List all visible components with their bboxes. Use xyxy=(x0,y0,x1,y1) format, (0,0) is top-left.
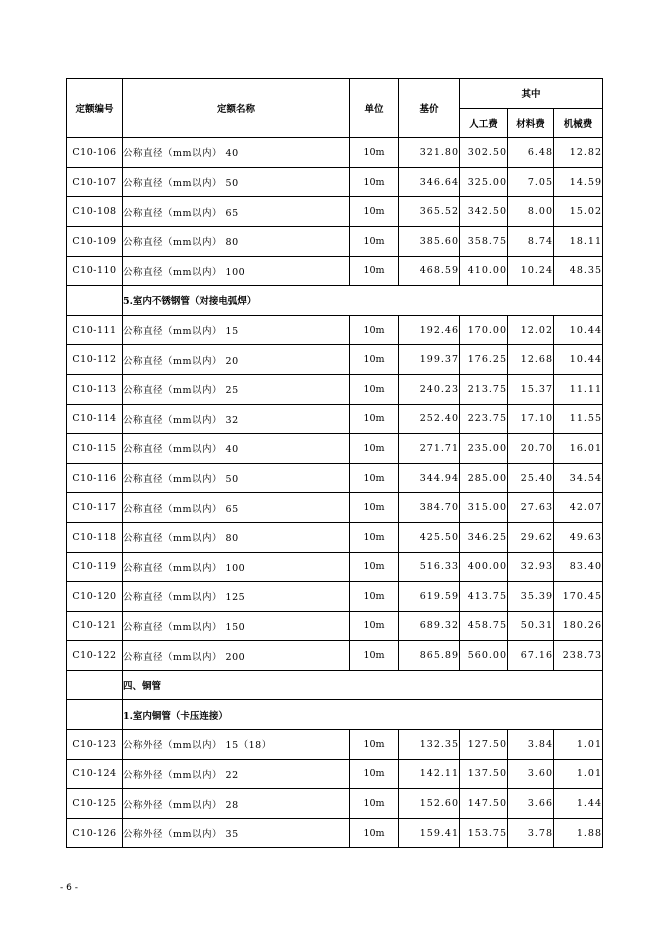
cell-machine: 238.73 xyxy=(554,641,603,671)
cell-material: 20.70 xyxy=(508,434,554,464)
cell-material: 3.66 xyxy=(508,789,554,819)
cell-labor: 285.00 xyxy=(460,463,508,493)
cell-code: C10-106 xyxy=(67,138,123,168)
cell-unit: 10m xyxy=(350,582,399,612)
cell-labor: 213.75 xyxy=(460,374,508,404)
cell-labor: 170.00 xyxy=(460,315,508,345)
section-code-cell xyxy=(67,670,123,700)
cell-labor: 342.50 xyxy=(460,197,508,227)
table-row xyxy=(67,434,603,464)
table-row xyxy=(67,226,603,256)
cell-name: 公称直径（mm以内） 25 xyxy=(123,374,350,404)
cell-name: 公称直径（mm以内） 32 xyxy=(123,404,350,434)
section-title: 5.室内不锈钢管（对接电弧焊） xyxy=(123,286,603,316)
cell-base: 321.80 xyxy=(399,138,460,168)
cell-code: C10-109 xyxy=(67,226,123,256)
cell-labor: 302.50 xyxy=(460,138,508,168)
cell-material: 10.24 xyxy=(508,256,554,286)
cell-machine: 11.11 xyxy=(554,374,603,404)
cell-labor: 458.75 xyxy=(460,611,508,641)
table-row xyxy=(67,138,603,168)
cell-base: 152.60 xyxy=(399,789,460,819)
table-row xyxy=(67,789,603,819)
table-row xyxy=(67,759,603,789)
cell-machine: 15.02 xyxy=(554,197,603,227)
cell-material: 50.31 xyxy=(508,611,554,641)
cell-labor: 176.25 xyxy=(460,345,508,375)
cell-unit: 10m xyxy=(350,167,399,197)
cell-machine: 12.82 xyxy=(554,138,603,168)
cell-base: 159.41 xyxy=(399,818,460,848)
cell-code: C10-121 xyxy=(67,611,123,641)
cell-material: 25.40 xyxy=(508,463,554,493)
cell-base: 516.33 xyxy=(399,552,460,582)
cell-base: 271.71 xyxy=(399,434,460,464)
cell-machine: 18.11 xyxy=(554,226,603,256)
cell-unit: 10m xyxy=(350,552,399,582)
cell-machine: 1.88 xyxy=(554,818,603,848)
cell-unit: 10m xyxy=(350,256,399,286)
table-row xyxy=(67,818,603,848)
cell-material: 27.63 xyxy=(508,493,554,523)
cell-name: 公称直径（mm以内） 200 xyxy=(123,641,350,671)
cell-code: C10-114 xyxy=(67,404,123,434)
cell-unit: 10m xyxy=(350,493,399,523)
cell-material: 32.93 xyxy=(508,552,554,582)
cell-code: C10-124 xyxy=(67,759,123,789)
cell-labor: 560.00 xyxy=(460,641,508,671)
table-row xyxy=(67,611,603,641)
table-row xyxy=(67,522,603,552)
cell-unit: 10m xyxy=(350,463,399,493)
cell-base: 142.11 xyxy=(399,759,460,789)
cell-material: 15.37 xyxy=(508,374,554,404)
cell-name: 公称外径（mm以内） 22 xyxy=(123,759,350,789)
cell-base: 384.70 xyxy=(399,493,460,523)
cell-unit: 10m xyxy=(350,434,399,464)
cell-machine: 42.07 xyxy=(554,493,603,523)
header-machine: 机械费 xyxy=(554,108,603,138)
cell-material: 8.00 xyxy=(508,197,554,227)
cell-unit: 10m xyxy=(350,641,399,671)
section-row xyxy=(67,670,603,700)
cell-code: C10-122 xyxy=(67,641,123,671)
header-labor: 人工费 xyxy=(460,108,508,138)
cell-machine: 10.44 xyxy=(554,345,603,375)
cell-code: C10-116 xyxy=(67,463,123,493)
table-row xyxy=(67,197,603,227)
cell-material: 3.84 xyxy=(508,730,554,760)
cell-name: 公称直径（mm以内） 100 xyxy=(123,552,350,582)
table-row xyxy=(67,374,603,404)
cell-code: C10-119 xyxy=(67,552,123,582)
cell-code: C10-118 xyxy=(67,522,123,552)
cell-machine: 170.45 xyxy=(554,582,603,612)
table-row xyxy=(67,463,603,493)
cell-name: 公称外径（mm以内） 35 xyxy=(123,818,350,848)
section-title: 四、铜管 xyxy=(123,670,603,700)
cell-code: C10-113 xyxy=(67,374,123,404)
table-body xyxy=(67,138,603,848)
cell-base: 865.89 xyxy=(399,641,460,671)
cell-code: C10-120 xyxy=(67,582,123,612)
cell-unit: 10m xyxy=(350,138,399,168)
cell-unit: 10m xyxy=(350,315,399,345)
cell-machine: 1.01 xyxy=(554,759,603,789)
cell-labor: 400.00 xyxy=(460,552,508,582)
header-base-price: 基价 xyxy=(399,79,460,138)
cell-labor: 147.50 xyxy=(460,789,508,819)
table-row xyxy=(67,167,603,197)
cell-name: 公称直径（mm以内） 20 xyxy=(123,345,350,375)
cell-name: 公称直径（mm以内） 125 xyxy=(123,582,350,612)
cell-labor: 137.50 xyxy=(460,759,508,789)
cell-base: 132.35 xyxy=(399,730,460,760)
cell-code: C10-126 xyxy=(67,818,123,848)
cell-material: 67.16 xyxy=(508,641,554,671)
cell-machine: 49.63 xyxy=(554,522,603,552)
cell-labor: 325.00 xyxy=(460,167,508,197)
cell-base: 425.50 xyxy=(399,522,460,552)
cell-name: 公称直径（mm以内） 100 xyxy=(123,256,350,286)
table-row xyxy=(67,256,603,286)
cell-base: 344.94 xyxy=(399,463,460,493)
cell-code: C10-123 xyxy=(67,730,123,760)
cell-machine: 1.44 xyxy=(554,789,603,819)
cell-machine: 1.01 xyxy=(554,730,603,760)
cell-code: C10-115 xyxy=(67,434,123,464)
cell-labor: 410.00 xyxy=(460,256,508,286)
header-name: 定额名称 xyxy=(123,79,350,138)
cell-unit: 10m xyxy=(350,730,399,760)
cell-unit: 10m xyxy=(350,226,399,256)
header-group: 其中 xyxy=(460,79,603,109)
cell-name: 公称直径（mm以内） 150 xyxy=(123,611,350,641)
section-code-cell xyxy=(67,286,123,316)
cell-unit: 10m xyxy=(350,197,399,227)
cell-base: 619.59 xyxy=(399,582,460,612)
section-code-cell xyxy=(67,700,123,730)
cell-name: 公称直径（mm以内） 40 xyxy=(123,434,350,464)
cell-material: 12.68 xyxy=(508,345,554,375)
header-row xyxy=(67,79,603,109)
cell-code: C10-110 xyxy=(67,256,123,286)
table-row xyxy=(67,315,603,345)
header-code: 定额编号 xyxy=(67,79,123,138)
table-row xyxy=(67,582,603,612)
cell-base: 689.32 xyxy=(399,611,460,641)
cell-name: 公称直径（mm以内） 80 xyxy=(123,226,350,256)
cell-labor: 315.00 xyxy=(460,493,508,523)
cell-unit: 10m xyxy=(350,818,399,848)
table-row xyxy=(67,493,603,523)
header-material: 材料费 xyxy=(508,108,554,138)
cell-machine: 11.55 xyxy=(554,404,603,434)
cell-name: 公称直径（mm以内） 50 xyxy=(123,463,350,493)
cell-code: C10-125 xyxy=(67,789,123,819)
cell-machine: 16.01 xyxy=(554,434,603,464)
cell-code: C10-107 xyxy=(67,167,123,197)
header-unit: 单位 xyxy=(350,79,399,138)
cell-unit: 10m xyxy=(350,611,399,641)
cell-material: 3.78 xyxy=(508,818,554,848)
table-row xyxy=(67,730,603,760)
cell-name: 公称直径（mm以内） 80 xyxy=(123,522,350,552)
section-row xyxy=(67,700,603,730)
cell-code: C10-117 xyxy=(67,493,123,523)
cell-material: 35.39 xyxy=(508,582,554,612)
cell-code: C10-111 xyxy=(67,315,123,345)
table-row xyxy=(67,641,603,671)
cell-name: 公称直径（mm以内） 65 xyxy=(123,493,350,523)
cell-labor: 413.75 xyxy=(460,582,508,612)
cell-base: 346.64 xyxy=(399,167,460,197)
cell-labor: 346.25 xyxy=(460,522,508,552)
cell-code: C10-112 xyxy=(67,345,123,375)
table-row xyxy=(67,404,603,434)
cell-labor: 127.50 xyxy=(460,730,508,760)
cell-material: 3.60 xyxy=(508,759,554,789)
cell-unit: 10m xyxy=(350,522,399,552)
cell-base: 365.52 xyxy=(399,197,460,227)
table-row xyxy=(67,552,603,582)
cell-machine: 48.35 xyxy=(554,256,603,286)
cell-name: 公称外径（mm以内） 28 xyxy=(123,789,350,819)
cell-unit: 10m xyxy=(350,404,399,434)
cell-machine: 14.59 xyxy=(554,167,603,197)
cell-name: 公称直径（mm以内） 65 xyxy=(123,197,350,227)
cell-unit: 10m xyxy=(350,374,399,404)
cell-unit: 10m xyxy=(350,759,399,789)
cell-material: 7.05 xyxy=(508,167,554,197)
cell-name: 公称外径（mm以内） 15（18） xyxy=(123,730,350,760)
table-row xyxy=(67,345,603,375)
cell-name: 公称直径（mm以内） 40 xyxy=(123,138,350,168)
cell-material: 12.02 xyxy=(508,315,554,345)
cell-machine: 83.40 xyxy=(554,552,603,582)
cell-unit: 10m xyxy=(350,345,399,375)
cell-base: 199.37 xyxy=(399,345,460,375)
cell-base: 252.40 xyxy=(399,404,460,434)
cell-base: 192.46 xyxy=(399,315,460,345)
cell-material: 29.62 xyxy=(508,522,554,552)
quota-table xyxy=(66,78,603,848)
cell-name: 公称直径（mm以内） 15 xyxy=(123,315,350,345)
cell-machine: 34.54 xyxy=(554,463,603,493)
cell-labor: 235.00 xyxy=(460,434,508,464)
cell-material: 17.10 xyxy=(508,404,554,434)
cell-labor: 358.75 xyxy=(460,226,508,256)
section-title: 1.室内铜管（卡压连接） xyxy=(123,700,603,730)
cell-labor: 223.75 xyxy=(460,404,508,434)
cell-material: 8.74 xyxy=(508,226,554,256)
cell-machine: 10.44 xyxy=(554,315,603,345)
section-row xyxy=(67,286,603,316)
cell-labor: 153.75 xyxy=(460,818,508,848)
cell-name: 公称直径（mm以内） 50 xyxy=(123,167,350,197)
cell-code: C10-108 xyxy=(67,197,123,227)
cell-machine: 180.26 xyxy=(554,611,603,641)
cell-unit: 10m xyxy=(350,789,399,819)
cell-base: 468.59 xyxy=(399,256,460,286)
cell-material: 6.48 xyxy=(508,138,554,168)
cell-base: 240.23 xyxy=(399,374,460,404)
page-number: - 6 - xyxy=(60,883,78,893)
cell-base: 385.60 xyxy=(399,226,460,256)
